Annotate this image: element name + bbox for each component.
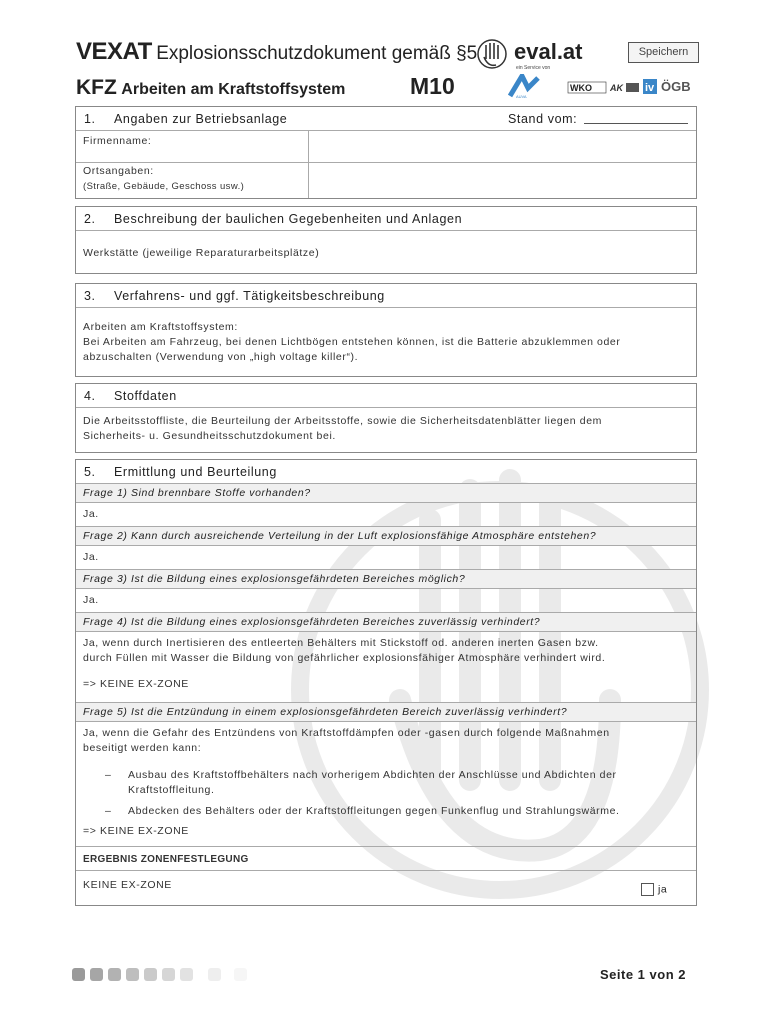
section-4-header — [76, 384, 696, 408]
module-title — [76, 76, 345, 100]
bullet-dash: – — [105, 769, 112, 781]
ergebnis-label: ERGEBNIS ZONENFESTLEGUNG — [76, 847, 696, 871]
section-title: Verfahrens- und ggf. Tätigkeitsbeschreibung — [114, 289, 385, 303]
svg-text:eval.at: eval.at — [514, 39, 583, 64]
svg-text:ein Service von: ein Service von — [516, 65, 551, 71]
section-2 — [75, 206, 697, 274]
question-3: Frage 3) Ist die Bildung eines explosionsgefährdeten Bereiches möglich? — [76, 570, 696, 589]
wko-logo — [568, 82, 606, 93]
ortsangaben-row — [76, 163, 696, 198]
eval-logo — [476, 37, 626, 71]
stand-vom-field[interactable] — [584, 123, 688, 124]
result-line: => KEINE EX-ZONE — [83, 678, 189, 690]
page-indicator-squares — [72, 968, 252, 986]
ak-logo — [609, 83, 639, 93]
section-number: 1. — [84, 112, 96, 126]
answer-5 — [76, 722, 696, 847]
question-1: Frage 1) Sind brennbare Stoffe vorhanden? — [76, 484, 696, 503]
indicator-square — [126, 968, 139, 981]
svg-text:AK: AK — [610, 83, 623, 93]
section-3 — [75, 283, 697, 377]
text-line: Ja, wenn die Gefahr des Entzündens von Kraftstoffdämpfen oder -gasen durch folgende Maßnahmen — [83, 727, 610, 739]
bullet-dash: – — [105, 805, 112, 817]
text-line: abzuschalten (Verwendung von „high voltage killer“). — [83, 351, 359, 363]
section-number: 3. — [84, 289, 96, 303]
stand-vom-label: Stand vom: — [508, 112, 578, 126]
svg-text:ÖGB: ÖGB — [661, 79, 691, 94]
kfz-label: KFZ — [76, 76, 117, 99]
svg-text:iv: iv — [645, 82, 655, 94]
indicator-square — [144, 968, 157, 981]
indicator-square — [234, 968, 247, 981]
text-line: Abdecken des Behälters oder der Kraftstoffleitungen gegen Funkenflug und Strahlungswärme. — [128, 805, 620, 817]
iv-logo — [643, 79, 657, 94]
section-2-header — [76, 207, 696, 231]
indicator-square — [90, 968, 103, 981]
ja-checkbox[interactable] — [641, 883, 654, 896]
text-line: Arbeiten am Kraftstoffsystem: — [83, 321, 238, 333]
ortsangaben-label: Ortsangaben: — [83, 165, 154, 177]
bullet-item — [83, 804, 689, 819]
answer-3: Ja. — [76, 589, 696, 613]
firmenname-label: Firmenname: — [83, 135, 152, 147]
ja-label: ja — [658, 883, 668, 896]
answer-2: Ja. — [76, 546, 696, 570]
save-button[interactable]: Speichern — [628, 42, 699, 63]
ortsangaben-hint: (Straße, Gebäude, Geschoss usw.) — [83, 181, 245, 192]
text-line: Ja, wenn durch Inertisieren des entleerten Behälters mit Stickstoff od. anderen inerten Gasen bzw. — [83, 637, 599, 649]
auva-logo — [510, 76, 538, 98]
text-line: Ausbau des Kraftstoffbehälters nach vorherigem Abdichten der Anschlüsse und Abdichten der — [128, 769, 617, 781]
section-1-header — [76, 107, 696, 131]
section-title: Ermittlung und Beurteilung — [114, 465, 277, 479]
svg-text:WKO: WKO — [570, 83, 592, 93]
section-title: Beschreibung der baulichen Gegebenheiten und Anlagen — [114, 212, 463, 226]
partner-logos — [508, 74, 698, 98]
vexat-label: VEXAT — [76, 38, 152, 65]
indicator-square — [162, 968, 175, 981]
question-5: Frage 5) Ist die Entzündung in einem explosionsgefährdeten Bereich zuverlässig verhindert? — [76, 703, 696, 722]
ergebnis-value: KEINE EX-ZONE — [83, 879, 172, 891]
firmenname-field[interactable] — [309, 131, 696, 162]
section-5 — [75, 459, 697, 906]
indicator-square — [108, 968, 121, 981]
section-title: Angaben zur Betriebsanlage — [114, 112, 288, 126]
section-2-text: Werkstätte (jeweilige Reparaturarbeitsplätze) — [83, 247, 320, 259]
ortsangaben-field[interactable] — [309, 163, 696, 198]
section-3-header — [76, 284, 696, 308]
question-2: Frage 2) Kann durch ausreichende Verteilung in der Luft explosionsfähige Atmosphäre entstehen? — [76, 527, 696, 546]
svg-text:AUVA: AUVA — [516, 94, 527, 98]
section-1 — [75, 106, 697, 199]
text-line: durch Füllen mit Wasser die Bildung von gefährlicher explosionsfähiger Atmosphäre verhindert wird. — [83, 652, 606, 664]
result-line: => KEINE EX-ZONE — [83, 825, 189, 837]
section-4-text — [76, 408, 696, 452]
text-line: Kraftstoffleitung. — [128, 784, 215, 796]
module-subtitle: Arbeiten am Kraftstoffsystem — [121, 81, 346, 98]
section-5-header — [76, 460, 696, 484]
section-number: 4. — [84, 389, 96, 403]
question-4: Frage 4) Ist die Bildung eines explosionsgefährdeten Bereiches zuverlässig verhindert? — [76, 613, 696, 632]
page-number: Seite 1 von 2 — [600, 967, 686, 982]
ergebnis-row — [76, 871, 696, 905]
indicator-square — [72, 968, 85, 981]
answer-4 — [76, 632, 696, 703]
text-line: Bei Arbeiten am Fahrzeug, bei denen Lichtbögen entstehen können, ist die Batterie abzuklemmen oder — [83, 336, 621, 348]
firmenname-row — [76, 131, 696, 163]
section-4 — [75, 383, 697, 453]
section-number: 5. — [84, 465, 96, 479]
text-line: Sicherheits- u. Gesundheitsschutzdokument bei. — [83, 430, 336, 442]
section-3-text — [76, 308, 696, 376]
section-number: 2. — [84, 212, 96, 226]
document-subtitle: Explosionsschutzdokument gemäß §5 — [156, 43, 478, 64]
indicator-square — [180, 968, 193, 981]
ja-checkbox-group — [641, 883, 667, 896]
text-line: beseitigt werden kann: — [83, 742, 202, 754]
bullet-item — [83, 768, 689, 798]
text-line: Die Arbeitsstoffliste, die Beurteilung der Arbeitsstoffe, sowie die Sicherheitsdatenblätter liegen dem — [83, 415, 602, 427]
document-title — [76, 38, 477, 66]
ogb-logo — [661, 79, 691, 94]
indicator-square — [208, 968, 221, 981]
module-code: M10 — [410, 73, 455, 99]
section-title: Stoffdaten — [114, 389, 177, 403]
answer-1: Ja. — [76, 503, 696, 527]
